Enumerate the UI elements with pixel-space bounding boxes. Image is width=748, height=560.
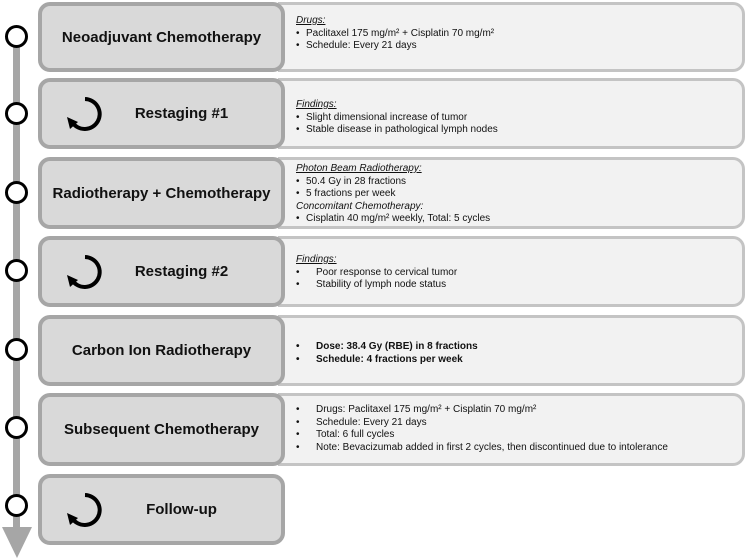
stage-details	[278, 2, 745, 72]
stage-restaging-1	[38, 78, 745, 149]
stage-box	[38, 393, 285, 466]
details-subheading: Concomitant Chemotherapy:	[296, 200, 424, 212]
detail-item: • Total: 6 full cycles	[296, 429, 742, 442]
stage-box	[38, 157, 285, 229]
stage-carbon-ion-radiotherapy	[38, 315, 745, 386]
timeline-node	[5, 181, 28, 204]
stage-title: Neoadjuvant Chemotherapy	[61, 28, 262, 46]
stage-box	[38, 236, 285, 307]
stage-details	[278, 157, 745, 229]
stage-details	[278, 315, 745, 386]
detail-item: • Dose: 38.4 Gy (RBE) in 8 fractions	[296, 341, 742, 354]
timeline-node	[5, 494, 28, 517]
stage-title: Subsequent Chemotherapy	[63, 421, 260, 438]
details-heading: Drugs:	[296, 15, 326, 26]
detail-item: • 50.4 Gy in 28 fractions	[296, 176, 742, 189]
stage-subsequent-chemotherapy	[38, 393, 745, 466]
timeline-node	[5, 416, 28, 439]
stage-details	[278, 393, 745, 466]
detail-item: • Paclitaxel 175 mg/m² + Cisplatin 70 mg/m²	[296, 28, 742, 41]
stage-details	[278, 236, 745, 307]
detail-item: • Slight dimensional increase of tumor	[296, 112, 742, 125]
detail-item: • Poor response to cervical tumor	[296, 267, 742, 280]
stage-neoadjuvant-chemotherapy	[38, 2, 745, 72]
stage-box	[38, 315, 285, 386]
stage-title: Follow-up	[146, 501, 217, 518]
detail-item: • 5 fractions per week	[296, 188, 742, 201]
stage-box	[38, 474, 285, 545]
detail-item: • Schedule: 4 fractions per week	[296, 354, 742, 367]
stage-box	[38, 2, 285, 72]
detail-item: • Note: Bevacizumab added in first 2 cycles, then discontinued due to intolerance	[296, 442, 742, 455]
details-heading: Photon Beam Radiotherapy:	[296, 163, 422, 174]
stage-title: Restaging #1	[134, 105, 229, 122]
timeline-arrow-icon	[2, 527, 32, 558]
timeline-node	[5, 259, 28, 282]
detail-item: • Stable disease in pathological lymph nodes	[296, 124, 742, 137]
stage-box	[38, 78, 285, 149]
detail-item: • Stability of lymph node status	[296, 279, 742, 292]
details-heading: Findings:	[296, 99, 337, 110]
stage-title: Radiotherapy + Chemotherapy	[52, 184, 271, 202]
stage-title: Restaging #2	[134, 263, 229, 280]
stage-follow-up	[38, 474, 289, 545]
detail-item: • Schedule: Every 21 days	[296, 417, 742, 430]
stage-restaging-2	[38, 236, 745, 307]
detail-item: • Drugs: Paclitaxel 175 mg/m² + Cisplatin 70 mg/m²	[296, 404, 742, 417]
detail-item: • Schedule: Every 21 days	[296, 40, 742, 53]
stage-radiotherapy-chemotherapy	[38, 157, 745, 229]
timeline-node	[5, 338, 28, 361]
timeline-node	[5, 25, 28, 48]
stage-details	[278, 78, 745, 149]
detail-item: • Cisplatin 40 mg/m² weekly, Total: 5 cycles	[296, 213, 742, 226]
stage-title: Carbon Ion Radiotherapy	[71, 342, 252, 359]
details-heading: Findings:	[296, 254, 337, 265]
timeline-node	[5, 102, 28, 125]
